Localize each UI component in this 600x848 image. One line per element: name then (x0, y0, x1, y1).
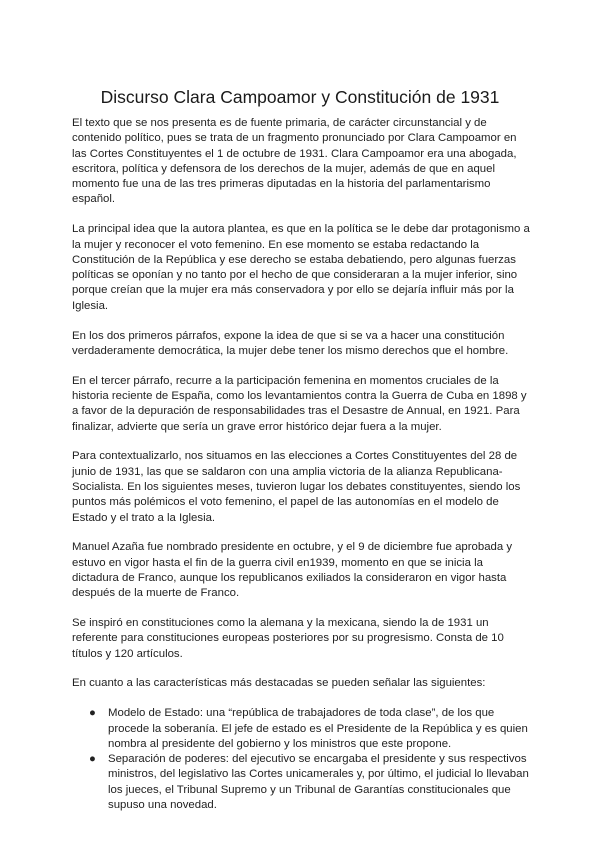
characteristics-list (72, 706, 530, 813)
paragraph-azana: Manuel Azaña fue nombrado presidente en octubre, y el 9 de diciembre fue aprobada y estuvo en vigor hasta el fin de la guerra civil en1939, momento en que se inicia la dictadura de Franco, aunque los republicanos exiliados la consideraron en vigor hasta después de la muerte de Franco. (72, 541, 513, 600)
paragraph-intro: El texto que se nos presenta es de fuente primaria, de carácter circunstancial y de contenido político, pues se trata de un fragmento pronunciado por Clara Campoamor en las Cortes Constituyentes el 1 de octubre de 1931. Clara Campoamor era una abogada, escritora, política y defensora de los derechos de la mujer, además de que en aquel momento fue una de las tres primeras diputadas en la historia del parlamentarismo español. (72, 117, 517, 206)
paragraph-main-idea: La principal idea que la autora plantea, es que en la política se le debe dar protagonismo a la mujer y reconocer el voto femenino. En ese momento se estaba redactando la Constitución de la República y ese derecho se estaba debatiendo, pero algunas fuerzas políticas se oponían y no tanto por el hecho de que consideraran a la mujer inferior, sino porque creían que la mujer era más conservadora y por ello se dejaría influir más por la Iglesia. (72, 223, 530, 312)
paragraph-characteristics-intro: En cuanto a las características más destacadas se pueden señalar las siguientes: (72, 677, 486, 690)
paragraph-third-part: En el tercer párrafo, recurre a la participación femenina en momentos cruciales de la historia reciente de España, como los levantamientos contra la Guerra de Cuba en 1898 y a favor de la depuración de responsabilidades tras el Desastre de Annual, en 1921. Para finalizar, advierte que sería un grave error histórico dejar fuera a la mujer. (72, 374, 527, 433)
bullet-icon: ● (89, 707, 96, 720)
paragraph-inspiration: Se inspiró en constituciones como la alemana y la mexicana, siendo la de 1931 un referente para constituciones europeas posteriores por su progresismo. Consta de 10 títulos y 120 artículos. (72, 617, 504, 660)
list-item-text: Separación de poderes: del ejecutivo se encargaba el presidente y sus respectivos ministros, del legislativo las Cortes unicamerales y, por último, el judicial lo llevaban los jueces, el Tribunal Supremo y un Tribunal de Garantías constitucionales que supuso una novedad. (108, 753, 529, 811)
paragraph-first-parts: En los dos primeros párrafos, expone la idea de que si se va a hacer una constitución verdaderamente democrática, la mujer debe tener los mismo derechos que el hombre. (72, 329, 509, 357)
paragraph-context: Para contextualizarlo, nos situamos en las elecciones a Cortes Constituyentes del 28 de junio de 1931, las que se saldaron con una amplia victoria de la alianza Republicana-Socialista. En los siguientes meses, tuvieron lugar los debates constituyentes, siendo los puntos más polémicos el voto femenino, el papel de las autonomías en el modelo de Estado y el trato a la Iglesia. (72, 450, 521, 524)
document-title: Discurso Clara Campoamor y Constitución de 1931 (100, 87, 500, 107)
list-item-text: Modelo de Estado: una “república de trabajadores de toda clase”, de los que procede la soberanía. El jefe de estado es el Presidente de la República y es quien nombra al presidente del gobierno y los ministros que este propone. (108, 707, 528, 750)
list-item (72, 752, 530, 813)
bullet-icon: ● (89, 753, 96, 766)
list-item (72, 706, 530, 752)
document-body (72, 116, 530, 813)
